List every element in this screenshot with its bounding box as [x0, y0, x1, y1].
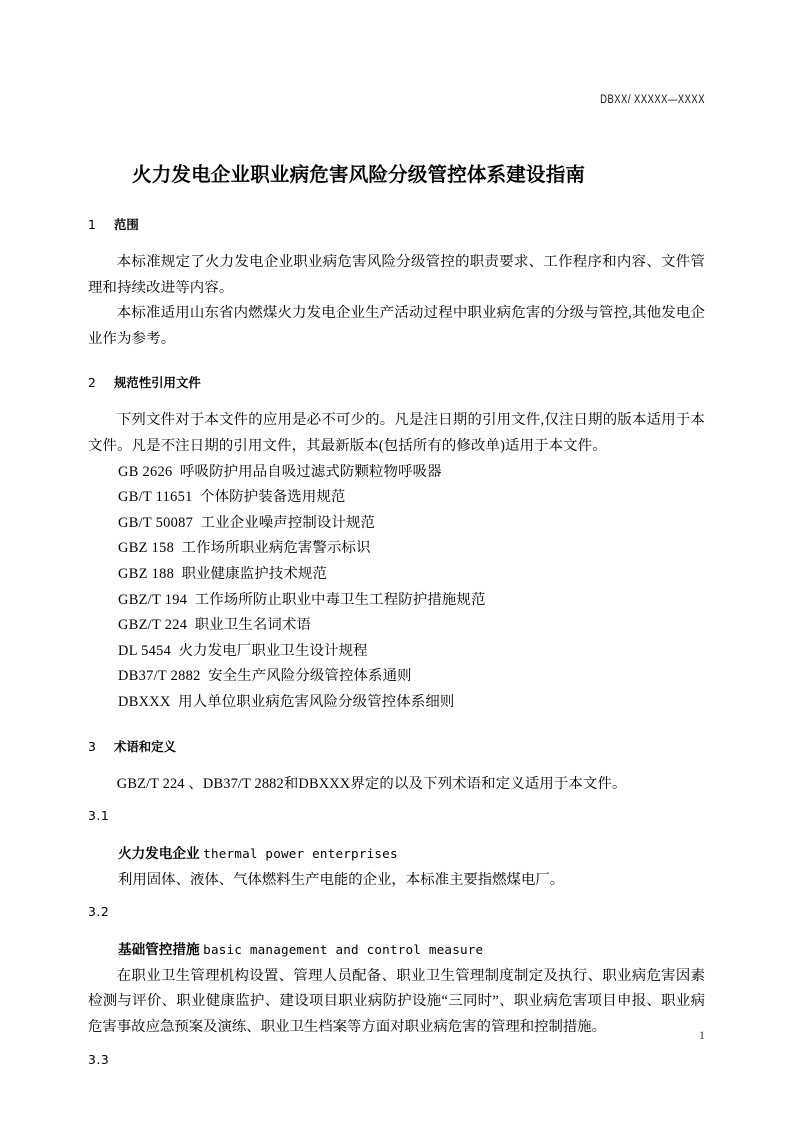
page-number: 1 — [699, 1028, 705, 1042]
reference-item — [118, 562, 705, 588]
term-name-zh: 火力发电企业 — [118, 846, 200, 863]
reference-title: 工业企业噪声控制设计规范 — [200, 514, 376, 531]
term-heading-3-2 — [118, 937, 705, 964]
term-heading-3-1 — [118, 841, 705, 868]
subclause-number-3-2: 3.2 — [88, 904, 110, 920]
clause-title-1: 范围 — [114, 217, 139, 232]
subclause-number-3-3: 3.3 — [88, 1051, 110, 1067]
reference-title: 职业健康监护技术规范 — [181, 565, 327, 582]
reference-title: 呼吸防护用品自吸过滤式防颗粒物呼吸器 — [179, 463, 442, 480]
normative-references-list — [88, 460, 705, 716]
reference-code: GB 2626 — [118, 463, 173, 480]
document-content — [88, 160, 705, 1069]
reference-code: GBZ 158 — [118, 540, 175, 557]
term-definition-3-1: 利用固体、液体、气体燃料生产电能的企业，本标准主要指燃煤电厂。 — [118, 871, 565, 888]
clause-title-2: 规范性引用文件 — [114, 375, 201, 391]
clause-1-paragraph-1: 本标准规定了火力发电企业职业病危害风险分级管控的职责要求、工作程序和内容、文件管理和持续改进等内容。 — [88, 254, 705, 296]
reference-item — [118, 588, 705, 614]
reference-title: 火力发电厂职业卫生设计规程 — [178, 642, 368, 659]
reference-code: GB/T 50087 — [118, 514, 194, 531]
reference-title: 个体防护装备选用规范 — [200, 489, 346, 506]
reference-title: 安全生产风险分级管控体系通则 — [208, 668, 412, 685]
term-definition-3-2: 在职业卫生管理机构设置、管理人员配备、职业卫生管理制度制定及执行、职业病危害因素检测与评价、职业健康监护、建设项目职业病防护设施“三同时”、职业病危害项目申报、职业病危害事故应急预案及演练、职业卫生档案等方面对职业病危害的管理和控制措施。 — [88, 967, 705, 1036]
reference-code: DB37/T 2882 — [118, 668, 201, 685]
reference-item — [118, 613, 705, 639]
reference-code: GBZ/T 194 — [118, 591, 188, 608]
term-name-zh: 基础管控措施 — [118, 942, 200, 959]
term-name-en: basic management and control measure — [203, 942, 484, 958]
clause-number-3: 3 — [88, 738, 96, 754]
reference-item — [118, 485, 705, 511]
reference-code: GB/T 11651 — [118, 489, 193, 506]
reference-item — [118, 511, 705, 537]
reference-code: DL 5454 — [118, 642, 172, 659]
reference-code: GBZ/T 224 — [118, 617, 188, 634]
reference-item — [118, 460, 705, 486]
reference-item — [118, 639, 705, 665]
reference-title: 工作场所防止职业中毒卫生工程防护措施规范 — [194, 591, 486, 608]
clause-number-2: 2 — [88, 375, 96, 391]
clause-2-paragraph-1: 下列文件对于本文件的应用是必不可少的。凡是注日期的引用文件,仅注日期的版本适用于本文件。凡是不注日期的引用文件，其最新版本(包括所有的修改单)适用于本文件。 — [88, 412, 705, 454]
reference-item — [118, 536, 705, 562]
term-entry-3-2 — [88, 937, 705, 1040]
clause-1-paragraph-2: 本标准适用山东省内燃煤火力发电企业生产活动过程中职业病危害的分级与管控,其他发电企业作为参考。 — [88, 305, 705, 347]
running-header-standard-code: DBXX/ XXXXX—XXXX — [600, 94, 705, 106]
reference-code: GBZ 188 — [118, 565, 175, 582]
reference-item — [118, 690, 705, 716]
reference-item — [118, 664, 705, 690]
page-title: 火力发电企业职业病危害风险分级管控体系建设指南 — [132, 163, 586, 186]
clause-heading-3 — [88, 738, 705, 756]
term-name-en: thermal power enterprises — [203, 846, 398, 862]
reference-title: 职业卫生名词术语 — [194, 617, 312, 634]
clause-title-3: 术语和定义 — [114, 738, 176, 754]
reference-title: 工作场所职业病危害警示标识 — [181, 540, 371, 557]
reference-code: DBXXX — [118, 693, 171, 710]
subclause-number-3-1: 3.1 — [88, 808, 110, 824]
reference-title: 用人单位职业病危害风险分级管控体系细则 — [178, 693, 455, 710]
clause-heading-1 — [88, 216, 705, 234]
clause-3-paragraph-1: GBZ/T 224 、DB37/T 2882和DBXXX界定的以及下列术语和定义适用于本文件。 — [116, 775, 627, 792]
clause-heading-2 — [88, 374, 705, 392]
term-entry-3-1 — [118, 841, 705, 893]
clause-number-1: 1 — [88, 217, 96, 232]
